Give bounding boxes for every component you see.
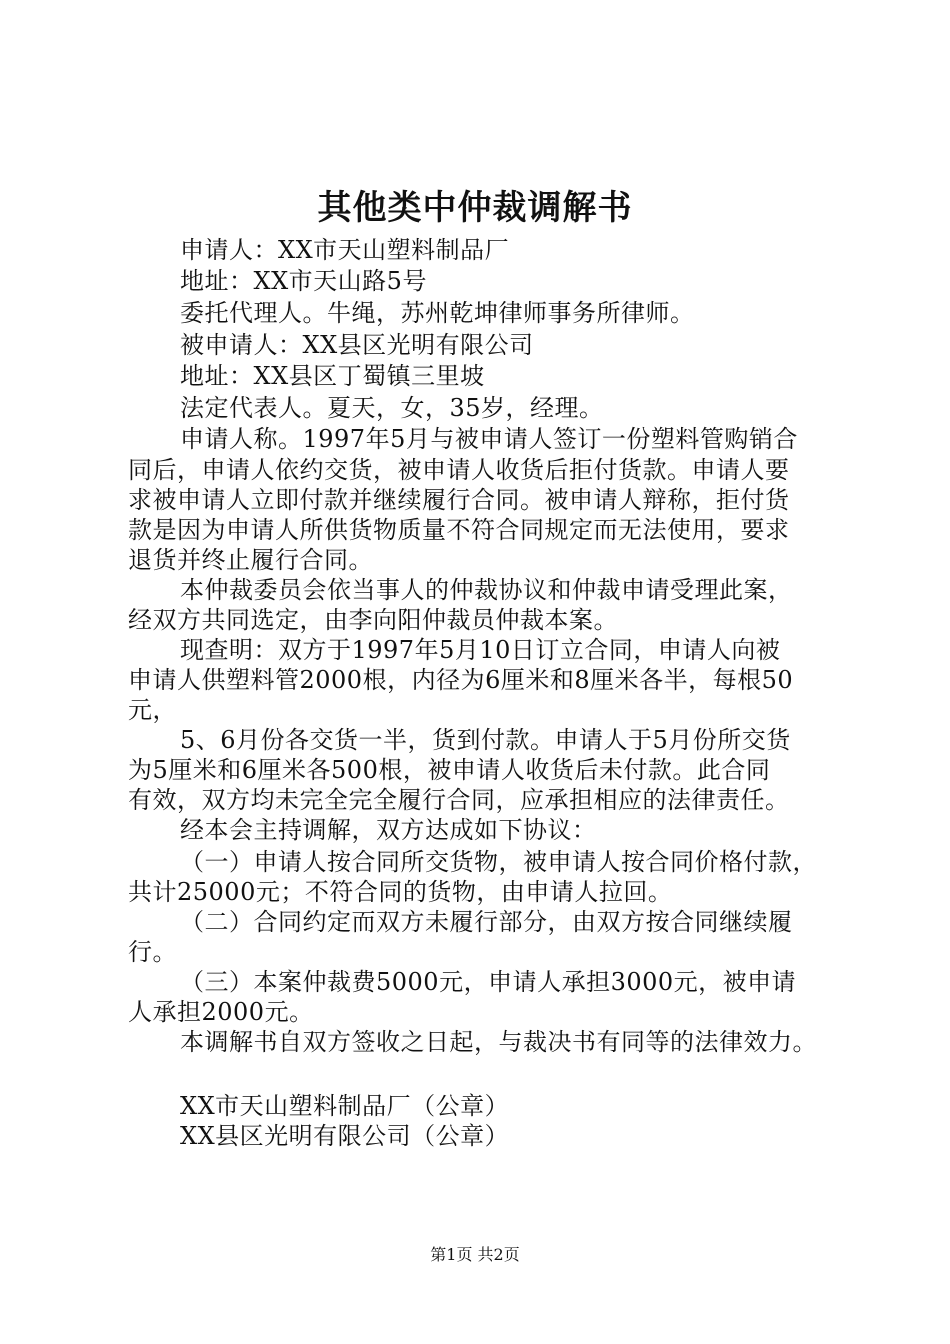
legal-representative-line: 法定代表人。夏天，女，35岁，经理。 [180, 394, 604, 422]
applicant-address-line: 地址：XX市天山路5号 [180, 267, 427, 295]
page-footer: 第1页 共2页 [430, 1245, 520, 1264]
agreement-item-3: （三）本案仲裁费5000元，申请人承担3000元，被申请 [180, 968, 797, 996]
agreement-item-2: （二）合同约定而双方未履行部分，由双方按合同继续履 [180, 908, 793, 936]
paragraph-line: 经双方共同选定，由李向阳仲裁员仲裁本案。 [128, 606, 618, 634]
paragraph-line: 退货并终止履行合同。 [128, 546, 373, 574]
agreement-item-2-cont: 行。 [128, 938, 177, 966]
respondent-seal-line: XX县区光明有限公司（公章） [180, 1122, 510, 1150]
effectiveness-line: 本调解书自双方签收之日起，与裁决书有同等的法律效力。 [180, 1028, 817, 1056]
paragraph-line: 申请人供塑料管2000根，内径为6厘米和8厘米各半，每根50 [128, 666, 794, 694]
paragraph-line: 5、6月份各交货一半，货到付款。申请人于5月份所交货 [180, 726, 791, 754]
paragraph-line: 求被申请人立即付款并继续履行合同。被申请人辩称，拒付货 [128, 486, 790, 514]
paragraph-line: 元， [128, 696, 177, 724]
paragraph-line: 现查明：双方于1997年5月10日订立合同，申请人向被 [180, 636, 781, 664]
paragraph-line: 有效，双方均未完全完全履行合同，应承担相应的法律责任。 [128, 786, 790, 814]
applicant-seal-line: XX市天山塑料制品厂（公章） [180, 1092, 510, 1120]
paragraph-line: 为5厘米和6厘米各500根，被申请人收货后未付款。此合同 [128, 756, 771, 784]
paragraph-line: 同后，申请人依约交货，被申请人收货后拒付货款。申请人要 [128, 456, 790, 484]
respondent-line: 被申请人：XX县区光明有限公司 [180, 331, 534, 359]
respondent-address-line: 地址：XX县区丁蜀镇三里坡 [180, 362, 485, 390]
agreement-item-1-cont: 共计25000元；不符合同的货物，由申请人拉回。 [128, 878, 673, 906]
paragraph-line: 经本会主持调解，双方达成如下协议： [180, 816, 597, 844]
agreement-item-1: （一）申请人按合同所交货物，被申请人按合同价格付款， [180, 848, 817, 876]
paragraph-line: 申请人称。1997年5月与被申请人签订一份塑料管购销合 [180, 425, 798, 453]
paragraph-line: 款是因为申请人所供货物质量不符合同规定而无法使用，要求 [128, 516, 790, 544]
document-title: 其他类中仲裁调解书 [317, 188, 633, 228]
agent-line: 委托代理人。牛绳，苏州乾坤律师事务所律师。 [180, 299, 695, 327]
applicant-line: 申请人：XX市天山塑料制品厂 [180, 236, 510, 264]
agreement-item-3-cont: 人承担2000元。 [128, 998, 314, 1026]
paragraph-line: 本仲裁委员会依当事人的仲裁协议和仲裁申请受理此案， [180, 576, 793, 604]
